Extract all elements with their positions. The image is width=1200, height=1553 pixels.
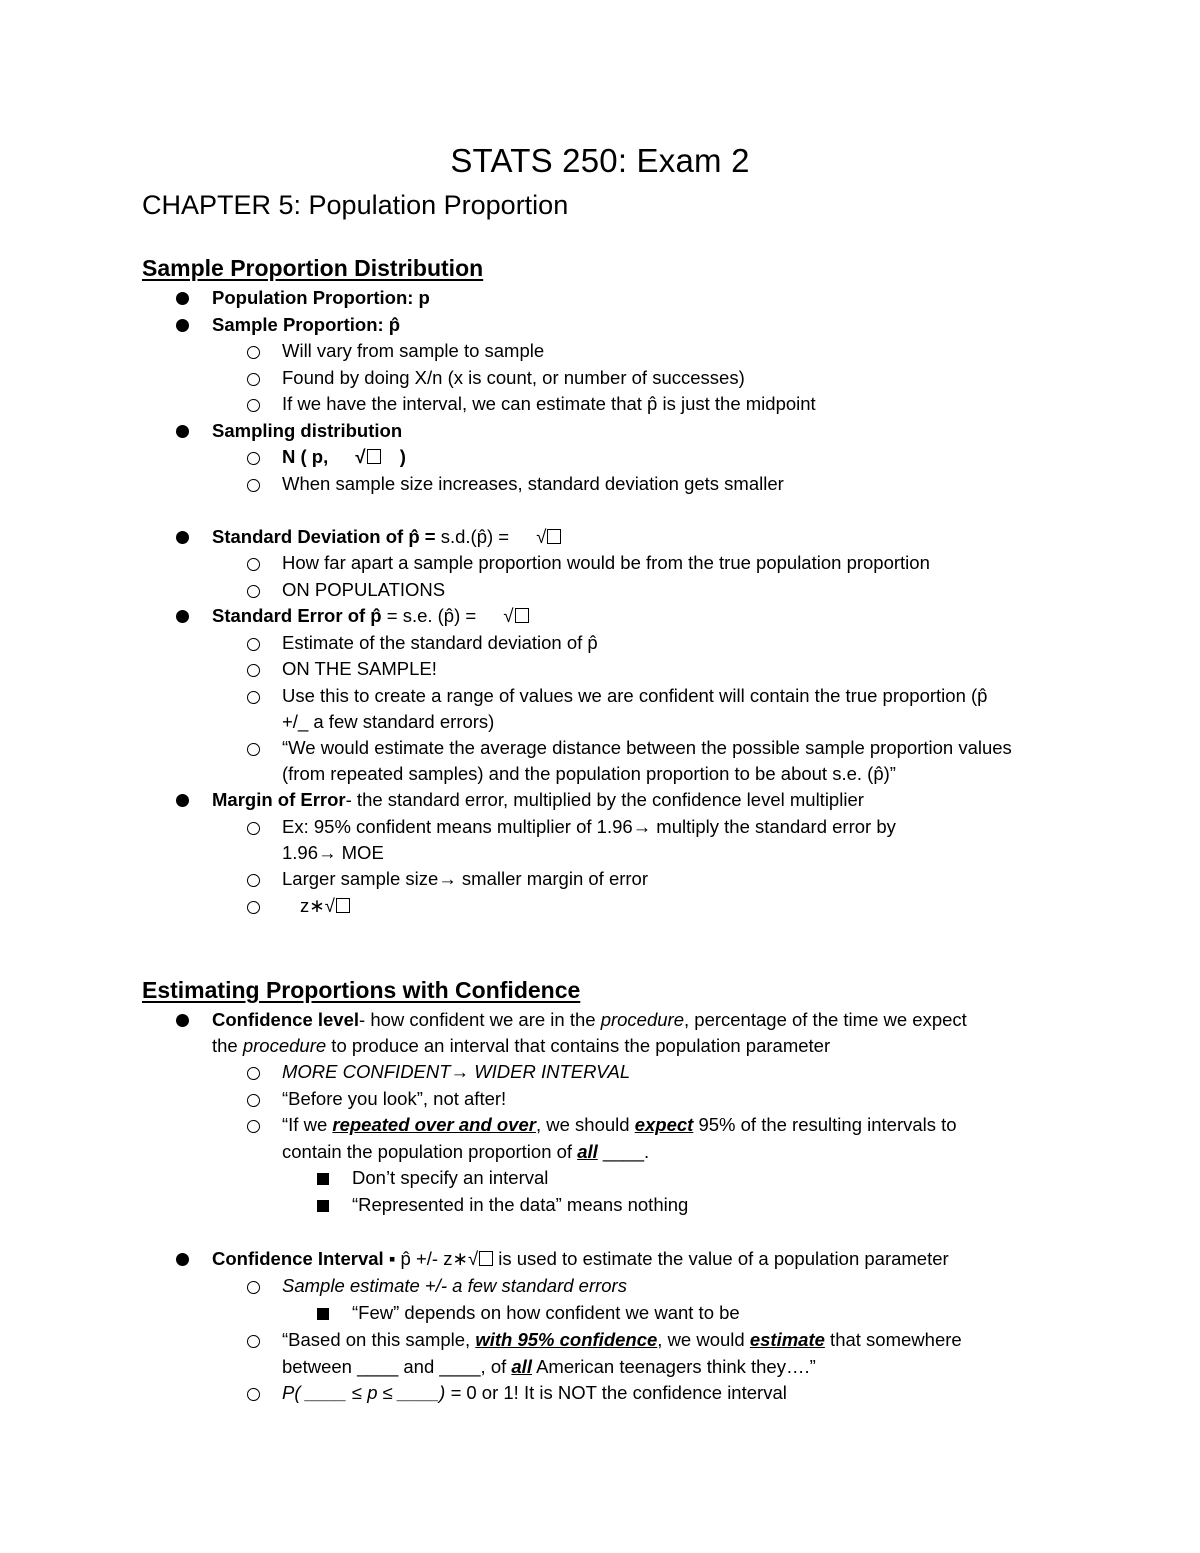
line-sample-size: When sample size increases, standard deviation gets smaller — [282, 473, 784, 494]
line-use-this-2: +/_ a few standard errors) — [282, 711, 495, 732]
se-label: Standard Error of p̂ — [212, 605, 382, 626]
line-probability — [282, 1380, 787, 1406]
line-margin-of-error — [212, 787, 864, 813]
bullet-circle — [247, 365, 260, 393]
line-normal-notation — [282, 444, 406, 470]
bullet-circle — [247, 1327, 260, 1355]
bullet-dot — [176, 603, 189, 630]
cl-procedure: procedure — [600, 1009, 684, 1030]
bullet-circle — [247, 1273, 260, 1301]
formula-box-icon — [515, 608, 529, 623]
probability-text: 0 or 1! It is NOT the confidence interval — [466, 1382, 787, 1403]
sd-label: Standard Deviation of p̂ = — [212, 526, 436, 547]
all-emphasis: all — [511, 1356, 532, 1377]
bullet-circle — [247, 1380, 260, 1408]
line-how-far: How far apart a sample proportion would be from the true population proportion — [282, 552, 930, 573]
bullet-dot — [176, 312, 189, 339]
bullet-circle — [247, 814, 260, 842]
ci-text: is used to estimate the value of a population parameter — [493, 1248, 949, 1269]
probability-expression: P( ____ ≤ p ≤ ____) = — [282, 1382, 467, 1403]
section-heading-sample-proportion: Sample Proportion Distribution — [142, 255, 484, 281]
cl2-procedure: procedure — [242, 1035, 327, 1056]
line-example-1: Ex: 95% confident means multiplier of 1.96→ multiply the standard error by — [282, 816, 896, 837]
contain-text-a: contain the population proportion of — [282, 1141, 578, 1162]
bullet-circle — [247, 893, 260, 921]
estimate-emphasis: estimate — [749, 1329, 825, 1350]
line-few: “Few” depends on how confident we want to be — [352, 1302, 740, 1323]
bullet-circle — [247, 550, 260, 578]
cl2-text-b: to produce an interval that contains the population parameter — [326, 1035, 831, 1056]
line-represented: “Represented in the data” means nothing — [352, 1194, 689, 1215]
line-on-the-sample: ON THE SAMPLE! — [282, 658, 437, 679]
line-sample-estimate: Sample estimate +/- a few standard errors — [282, 1275, 627, 1296]
repeat-emphasis: repeated over and over — [332, 1114, 536, 1135]
between-text-c: American teenagers think they….” — [531, 1356, 816, 1377]
bullet-square — [317, 1300, 329, 1327]
sd-expression: s.d.(p̂) = — [435, 526, 510, 547]
bullet-circle — [247, 444, 260, 472]
cl-label: Confidence level — [212, 1009, 360, 1030]
line-more-confident: MORE CONFIDENT→ WIDER INTERVAL — [282, 1061, 631, 1082]
bullet-dot — [176, 285, 189, 312]
line-contain — [282, 1139, 649, 1165]
line-example-2: 1.96→ MOE — [282, 842, 384, 863]
document-title: STATS 250: Exam 2 — [450, 142, 750, 179]
line-estimate-sd: Estimate of the standard deviation of p̂ — [282, 632, 598, 653]
line-confidence-interval — [212, 1246, 949, 1272]
expect-emphasis: expect — [634, 1114, 694, 1135]
formula-box-icon — [336, 898, 350, 913]
sqrt-symbol: √ — [503, 605, 514, 626]
line-sample-proportion: Sample Proportion: p̂ — [212, 314, 401, 335]
line-between — [282, 1354, 816, 1380]
section-heading-estimating: Estimating Proportions with Confidence — [142, 977, 581, 1003]
line-interval-midpoint: If we have the interval, we can estimate that p̂ is just the midpoint — [282, 393, 816, 414]
repeat-text-c: , we should — [535, 1114, 635, 1135]
bullet-circle — [247, 683, 260, 711]
based-text-a: “Based on this sample, — [282, 1329, 476, 1350]
all-emphasis: all — [577, 1141, 598, 1162]
bullet-circle — [247, 656, 260, 684]
bullet-circle — [247, 1086, 260, 1114]
cl-text-a: - how confident we are in the — [359, 1009, 601, 1030]
based-text-e: that somewhere — [824, 1329, 962, 1350]
line-repeated — [282, 1112, 957, 1138]
sqrt-symbol: √ — [536, 526, 547, 547]
cl-text-b: , percentage of the time we expect — [684, 1009, 967, 1030]
formula-box-icon — [547, 529, 561, 544]
bullet-dot — [176, 1246, 189, 1273]
moe-text: - the standard error, multiplied by the confidence level multiplier — [345, 789, 864, 810]
line-would-estimate-1: “We would estimate the average distance between the possible sample proportion values — [282, 737, 1012, 758]
bullet-circle — [247, 866, 260, 894]
bullet-dot — [176, 1007, 189, 1034]
zstar-text: z∗√ — [300, 895, 335, 916]
bullet-circle — [247, 1112, 260, 1140]
bullet-circle — [247, 1059, 260, 1087]
repeat-text-a: “If we — [282, 1114, 333, 1135]
ci-formula: ▪ p̂ +/- z∗√ — [383, 1248, 479, 1269]
bullet-circle — [247, 577, 260, 605]
bullet-dot — [176, 524, 189, 551]
sqrt-symbol: √ — [355, 446, 366, 467]
bullet-circle — [247, 391, 260, 419]
moe-label: Margin of Error — [212, 789, 346, 810]
line-vary: Will vary from sample to sample — [282, 340, 545, 361]
normal-close: ) — [399, 446, 406, 467]
normal-label: N ( p, — [282, 446, 329, 467]
line-found: Found by doing X/n (x is count, or number of successes) — [282, 367, 745, 388]
bullet-circle — [247, 338, 260, 366]
with-95-emphasis: with 95% confidence — [475, 1329, 658, 1350]
line-standard-error — [212, 603, 529, 629]
line-confidence-level — [212, 1007, 967, 1033]
line-use-this-1: Use this to create a range of values we are confident will contain the true proportion (p̂ — [282, 685, 988, 706]
line-zstar-formula — [282, 893, 350, 919]
line-population-proportion: Population Proportion: p — [212, 287, 430, 308]
bullet-square — [317, 1165, 329, 1192]
bullet-dot — [176, 787, 189, 814]
line-would-estimate-2: (from repeated samples) and the population proportion to be about s.e. (p̂)” — [282, 763, 896, 784]
line-before-you-look: “Before you look”, not after! — [282, 1088, 507, 1109]
repeat-text-e: 95% of the resulting intervals to — [693, 1114, 957, 1135]
ci-label: Confidence Interval — [212, 1248, 384, 1269]
bullet-circle — [247, 735, 260, 763]
se-expression: = s.e. (p̂) = — [381, 605, 477, 626]
bullet-circle — [247, 471, 260, 499]
bullet-circle — [247, 630, 260, 658]
line-based-on-sample — [282, 1327, 962, 1353]
line-standard-deviation — [212, 524, 561, 550]
chapter-heading: CHAPTER 5: Population Proportion — [142, 190, 569, 220]
formula-box-icon — [479, 1251, 493, 1266]
bullet-square — [317, 1192, 329, 1219]
line-larger-sample: Larger sample size→ smaller margin of error — [282, 868, 649, 889]
contain-text-c: ____. — [597, 1141, 650, 1162]
line-sampling-distribution: Sampling distribution — [212, 420, 403, 441]
formula-box-icon — [367, 449, 381, 464]
bullet-dot — [176, 418, 189, 445]
line-on-populations: ON POPULATIONS — [282, 579, 446, 600]
cl2-text-a: the — [212, 1035, 243, 1056]
between-text-a: between ____ and ____, of — [282, 1356, 512, 1377]
based-text-c: , we would — [657, 1329, 750, 1350]
line-dont-specify: Don’t specify an interval — [352, 1167, 549, 1188]
line-confidence-level-2 — [212, 1033, 830, 1059]
